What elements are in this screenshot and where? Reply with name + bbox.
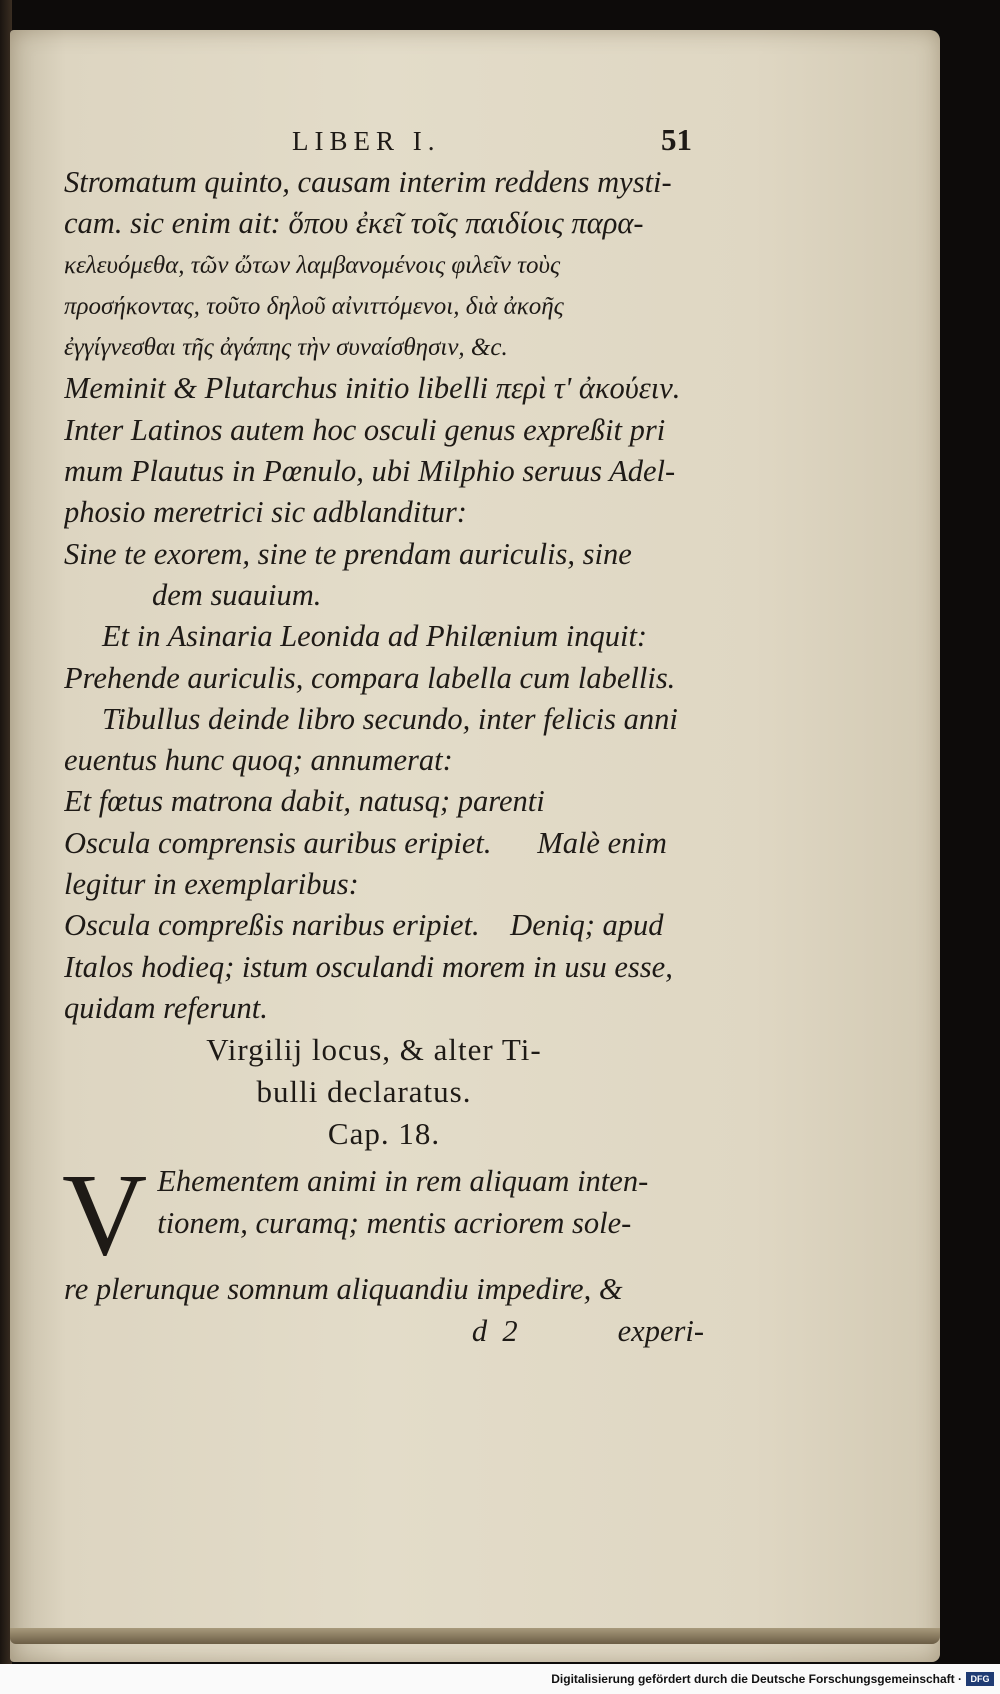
greek-text-line: κελευόμεθα, τῶν ὤτων λαμβανομένοις φιλεῖν τοὺς — [64, 251, 561, 279]
page-header — [64, 122, 704, 162]
drop-cap: V — [62, 1149, 148, 1281]
verse-line: Sine te exorem, sine te prendam auriculis, sine — [64, 536, 632, 571]
text-line: Et in Asinaria Leonida ad Philænium inquit: — [102, 619, 648, 654]
page-bottom-edge — [10, 1628, 940, 1644]
dfg-logo-icon: DFG — [966, 1672, 994, 1686]
text-line: tionem, curamq; mentis acriorem sole- — [157, 1205, 632, 1240]
greek-text-line: ἐγγίγνεσθαι τῆς ἀγάπης τὴν συναίσθησιν, &c. — [64, 334, 508, 362]
text-line: Ehementem animi in rem aliquam inten- — [157, 1164, 649, 1199]
verse-line: Oscula compreßis naribus eripiet. Deniq; apud — [64, 908, 664, 943]
chapter-heading: bulli declaratus. — [256, 1074, 472, 1110]
verse-line: Prehende auriculis, compara labella cum labellis. — [64, 660, 676, 695]
verse-line: Et fœtus matrona dabit, natusq; parenti — [64, 784, 545, 819]
text-line: mum Plautus in Pœnulo, ubi Milphio seruus Adel- — [64, 454, 676, 489]
text-line: Meminit & Plutarchus initio libelli περὶ τ' ἀκούειν. — [64, 371, 681, 406]
greek-text-line: προσήκοντας, τοῦτο δηλοῦ αἰνιττόμενοι, διὰ ἀκοῆς — [64, 292, 564, 320]
verse-line: dem suauium. — [152, 577, 322, 612]
chapter-opening — [62, 1149, 704, 1310]
signature-line — [64, 1311, 704, 1352]
chapter-heading: Virgilij locus, & alter Ti- — [206, 1032, 542, 1068]
text-line: Stromatum quinto, causam interim reddens mysti- — [64, 165, 672, 199]
text-line: Inter Latinos autem hoc osculi genus expreßit pri — [64, 412, 666, 447]
chapter-number: Cap. 18. — [327, 1116, 441, 1152]
text-line: legitur in exemplaribus: — [64, 867, 359, 902]
text-line: phosio meretrici sic adblanditur: — [64, 495, 467, 530]
text-line: Italos hodieq; istum osculandi morem in usu esse, — [64, 949, 673, 984]
text-line: cam. sic enim ait: ὅπου ἐκεῖ τοῖς παιδίοις παρα- — [64, 206, 644, 241]
funding-notice: Digitalisierung gefördert durch die Deutsche Forschungsgemeinschaft · — [551, 1672, 962, 1686]
verse-line: Oscula comprensis auribus eripiet. Malè enim — [64, 825, 667, 860]
text-line: Tibullus deinde libro secundo, inter felicis anni — [102, 701, 678, 736]
running-head: LIBER I. — [292, 126, 441, 156]
text-line: euentus hunc quoq; annumerat: — [64, 743, 453, 778]
page-number: 51 — [661, 122, 692, 157]
text-block — [64, 122, 704, 1352]
text-line: quidam referunt. — [64, 990, 268, 1025]
signature-mark: d 2 — [471, 1313, 518, 1348]
catchword: experi- — [617, 1313, 704, 1348]
footer-bar — [0, 1664, 1000, 1694]
text-line: re plerunque somnum aliquandiu impedire, & — [64, 1272, 623, 1307]
